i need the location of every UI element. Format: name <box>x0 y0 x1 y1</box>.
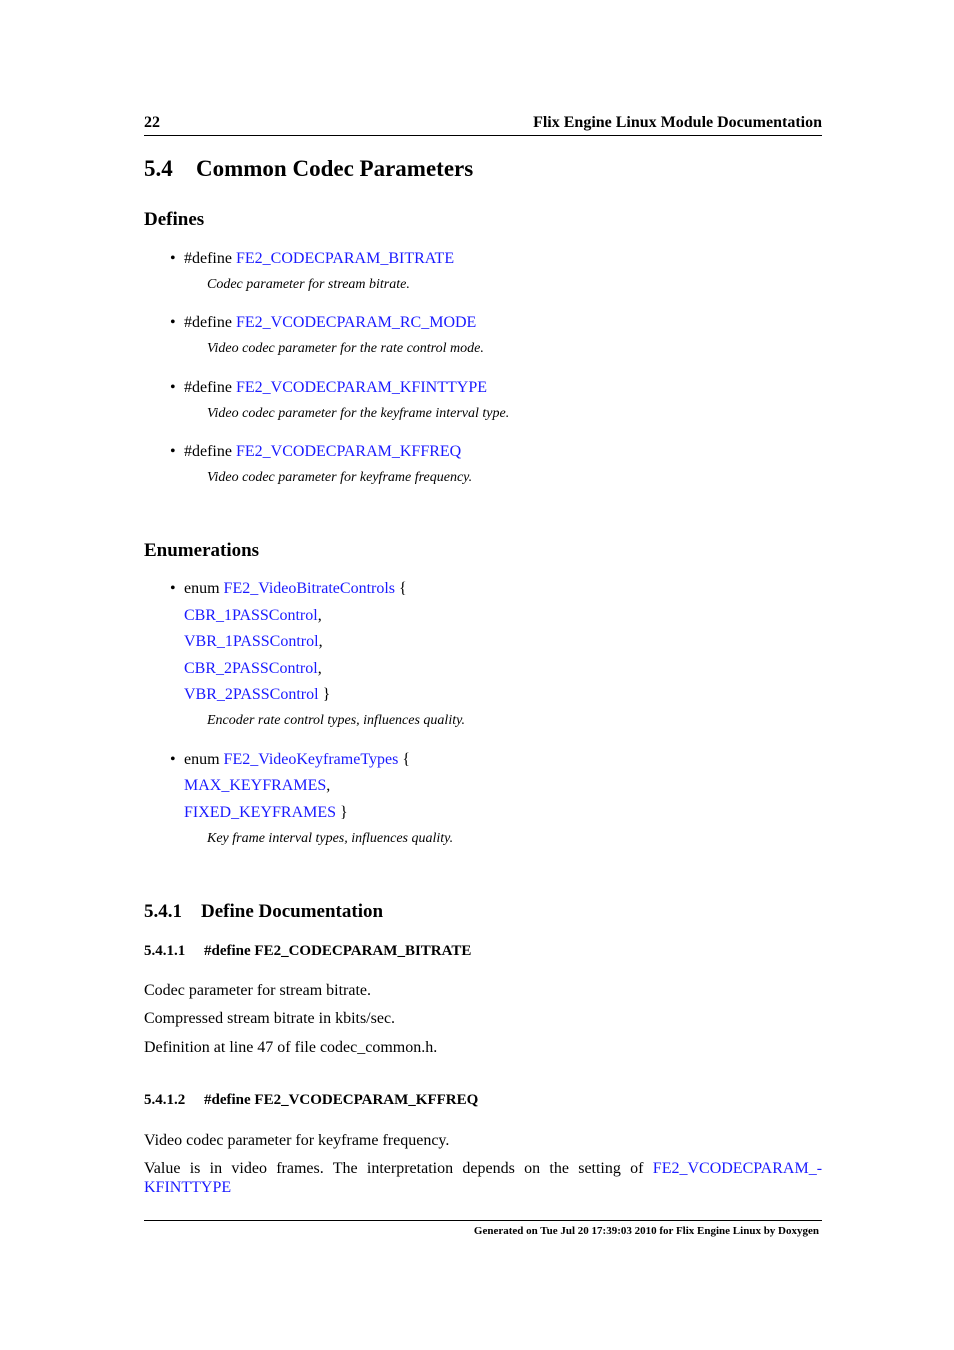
define-prefix: #define <box>184 314 232 331</box>
enum-value-row <box>184 804 348 822</box>
entry-title: #define FE2_VCODECPARAM_KFFREQ <box>204 1092 479 1108</box>
subsection-title: Define Documentation <box>201 901 384 922</box>
page-number: 22 <box>144 114 160 131</box>
define-description: Codec parameter for stream bitrate. <box>207 277 410 292</box>
bullet: • <box>170 250 176 267</box>
enum-item <box>170 751 410 769</box>
enum-link-video-keyframe-types[interactable]: FE2_VideoKeyframeTypes <box>223 751 399 768</box>
enum-prefix: enum <box>184 751 220 768</box>
paragraph-value <box>144 1160 822 1178</box>
enum-description: Encoder rate control types, influences quality. <box>207 713 466 728</box>
bullet: • <box>170 379 176 396</box>
enum-link-video-bitrate-controls[interactable]: FE2_VideoBitrateControls <box>223 580 396 597</box>
define-link-vcodecparam-kfinttype[interactable]: FE2_VCODECPARAM_KFINTTYPE <box>235 379 487 396</box>
enum-value-row <box>184 686 330 704</box>
entry-number: 5.4.1.1 <box>144 943 186 959</box>
document-title: Flix Engine Linux Module Documentation <box>533 114 822 131</box>
enum-value-row: VBR_1PASSControl, <box>184 633 323 650</box>
entry-number: 5.4.1.2 <box>144 1092 186 1108</box>
define-prefix: #define <box>184 250 232 267</box>
paragraph: Video codec parameter for keyframe frequency. <box>144 1132 450 1149</box>
section-number: 5.4 <box>144 156 173 181</box>
enum-value-link[interactable]: CBR_1PASSControl <box>184 607 318 624</box>
enum-value-link[interactable]: MAX_KEYFRAMES <box>184 777 327 794</box>
define-entry-heading <box>144 943 471 960</box>
enum-value-link[interactable]: VBR_2PASSControl <box>184 686 319 703</box>
enum-item <box>170 580 407 598</box>
bullet: • <box>170 314 176 331</box>
define-description: Video codec parameter for the keyframe interval type. <box>207 406 510 421</box>
bullet: • <box>170 443 176 460</box>
enum-value-row: CBR_1PASSControl, <box>184 607 322 624</box>
value-text: Value is in video frames. The interpretation depends on the setting of <box>144 1160 644 1177</box>
bullet: • <box>170 580 176 597</box>
define-item <box>170 250 454 268</box>
brace-close: } <box>340 804 348 821</box>
define-prefix: #define <box>184 443 232 460</box>
enum-value-link[interactable]: FIXED_KEYFRAMES <box>184 804 337 821</box>
define-documentation-heading <box>144 901 383 923</box>
subsection-number: 5.4.1 <box>144 901 182 922</box>
bullet: • <box>170 751 176 768</box>
enum-value-row: CBR_2PASSControl, <box>184 660 322 677</box>
defines-heading: Defines <box>144 209 205 230</box>
enum-value-link[interactable]: VBR_1PASSControl <box>184 633 319 650</box>
define-description: Video codec parameter for the rate control mode. <box>207 341 484 356</box>
define-link-codecparam-bitrate[interactable]: FE2_CODECPARAM_BITRATE <box>235 250 455 267</box>
define-link-vcodecparam-kffreq[interactable]: FE2_VCODECPARAM_KFFREQ <box>235 443 462 460</box>
define-prefix: #define <box>184 379 232 396</box>
kfinttype-link[interactable]: FE2_VCODECPARAM_- <box>652 1160 823 1177</box>
footer-divider <box>144 1220 822 1221</box>
kfinttype-link-continued[interactable]: KFINTTYPE <box>144 1179 232 1196</box>
section-title-text: Common Codec Parameters <box>196 156 474 181</box>
enum-value-link[interactable]: CBR_2PASSControl <box>184 660 318 677</box>
enum-description: Key frame interval types, influences quality. <box>207 831 454 846</box>
section-title <box>144 156 473 182</box>
define-entry-heading <box>144 1092 478 1109</box>
paragraph: Definition at line 47 of file codec_common.h. <box>144 1039 438 1056</box>
page-header <box>144 112 822 136</box>
brace-open: { <box>402 751 410 768</box>
link-continuation <box>144 1179 231 1197</box>
define-link-vcodecparam-rc-mode[interactable]: FE2_VCODECPARAM_RC_MODE <box>235 314 477 331</box>
define-item <box>170 443 461 461</box>
define-description: Video codec parameter for keyframe frequency. <box>207 470 473 485</box>
enumerations-heading: Enumerations <box>144 540 260 561</box>
enum-value-row: MAX_KEYFRAMES, <box>184 777 331 794</box>
paragraph: Compressed stream bitrate in kbits/sec. <box>144 1010 396 1027</box>
enum-prefix: enum <box>184 580 220 597</box>
paragraph: Codec parameter for stream bitrate. <box>144 982 371 999</box>
entry-title: #define FE2_CODECPARAM_BITRATE <box>204 943 472 959</box>
define-item <box>170 314 476 332</box>
define-item <box>170 379 487 397</box>
footer-text: Generated on Tue Jul 20 17:39:03 2010 for Flix Engine Linux by Doxygen <box>473 1225 819 1237</box>
brace-open: { <box>399 580 407 597</box>
brace-close: } <box>322 686 331 703</box>
